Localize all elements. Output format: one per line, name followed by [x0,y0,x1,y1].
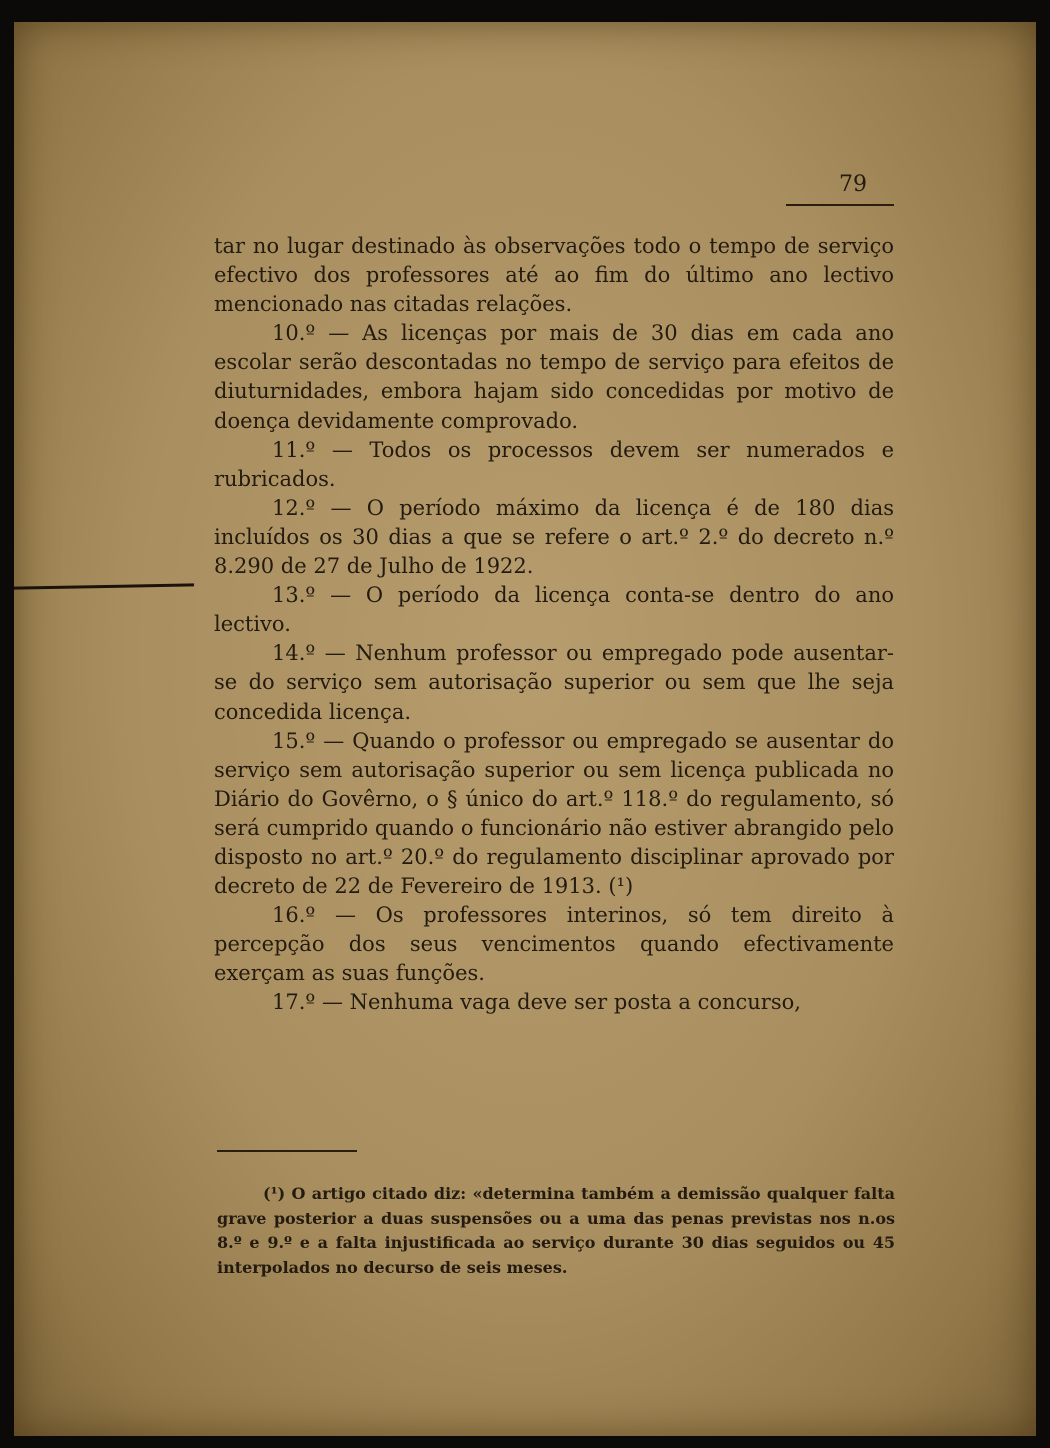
paragraph-continuation: tar no lugar destinado às observações todo o tempo de serviço efectivo dos professores até ao fim do último ano lectivo mencionado nas citadas relações. [214,234,894,317]
article-13: 13.º — O período da licença conta-se dentro do ano lectivo. [214,583,894,637]
footnote: (¹) O artigo citado diz: «determina também a demissão qualquer falta grave posterior a duas suspensões ou a uma das penas previstas nos n.os 8.º e 9.º e a falta injustificada ao serviço durante 30 dias seguidos ou 45 interpolados no decurso de seis meses. [217,1184,895,1277]
page-number-rule [786,204,894,206]
article-15: 15.º — Quando o professor ou empregado se ausentar do serviço sem autorisação superior ou sem licença publicada no Diário do Govêrno, o § único do art.º 118.º do regulamento, só será cumprido quando o funcionário não estiver abrangido pelo disposto no art.º 20.º do regulamento disciplinar aprovado por decreto de 22 de Fevereiro de 1913. (¹) [214,728,894,899]
body-text [214,232,894,1018]
page-number: 79 [839,172,867,197]
article-14: 14.º — Nenhum professor ou empregado pode ausentar-se do serviço sem autorisação superior ou sem que lhe seja concedida licença. [214,641,894,724]
footnote-rule [217,1150,357,1152]
article-17: 17.º — Nenhuma vaga deve ser posta a concurso, [272,990,801,1015]
article-12: 12.º — O período máximo da licença é de 180 dias incluídos os 30 dias a que se refere o art.º 2.º do decreto n.º 8.290 de 27 de Julho de 1922. [214,495,894,579]
article-11: 11.º — Todos os processos devem ser numerados e rubricados. [214,437,894,491]
article-16: 16.º — Os professores interinos, só tem direito à percepção dos seus vencimentos quando efectivamente exerçam as suas funções. [214,903,894,986]
article-10: 10.º — As licenças por mais de 30 dias em cada ano escolar serão descontadas no tempo de serviço para efeitos de diuturnidades, embora hajam sido concedidas por motivo de doença devidamente comprovado. [214,321,894,433]
margin-ink-stroke [14,583,194,589]
document-page [14,22,1036,1436]
